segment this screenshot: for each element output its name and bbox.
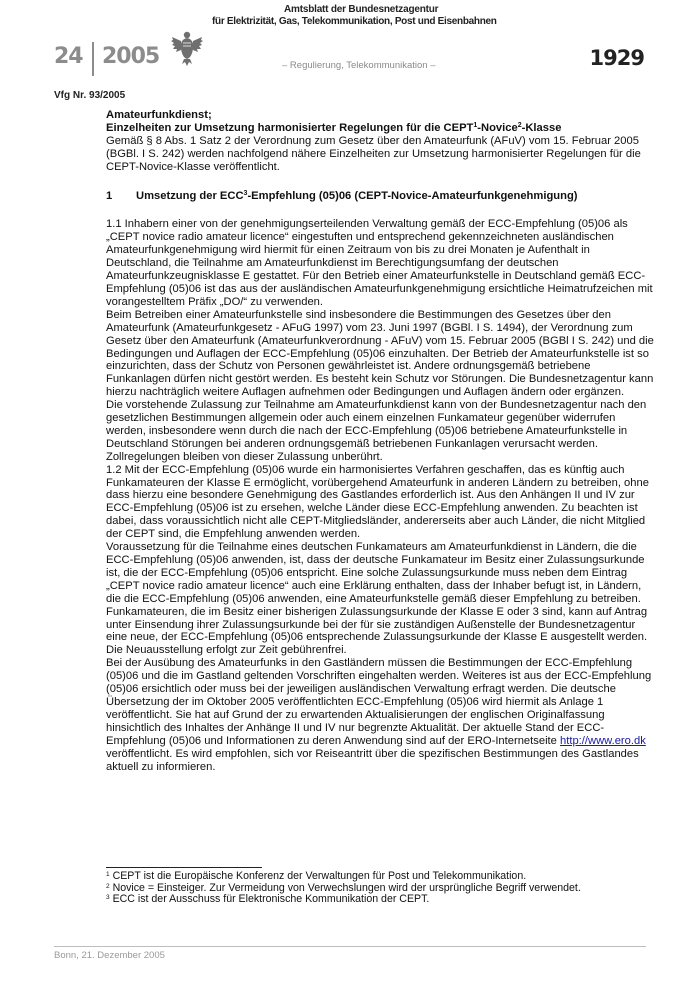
paragraph-revocation: Die vorstehende Zulassung zur Teilnahme am Amateurfunkdienst kann von der Bundesnetzagentur nach den gesetzlichen Bestimmungen allgemein oder auch einem einzelnen Funkamateur gegenüber widerrufen werden, insbesondere wenn durch die nach der ECC-Empfehlung (05)06 betriebene Amateurfunkstelle in Deutschland Störungen bei anderen ordnungsgemäß betriebenen Funkanlagen verursacht werden. Zollregelungen bleiben von dieser Zulassung unberührt. bbox=[106, 399, 647, 463]
paragraph-text-after-link: veröffentlicht. Es wird empfohlen, sich vor Reiseantritt über die spezifischen Bestimmungen des Gastlandes aktuell zu informieren. bbox=[106, 747, 639, 773]
footnotes bbox=[106, 871, 658, 906]
paragraph-operation-rules: Beim Betreiben einer Amateurfunkstelle sind insbesondere die Bestimmungen des Gesetzes über den Amateurfunk (Amateurfunkgesetz - AFuG 1997) vom 23. Juni 1997 (BGBl. I S. 1494), der Verordnung zum Gesetz über den Amateurfunk (Amateurfunkverordnung - AFuV) vom 15. Februar 2005 (BGBl I S. 242) und die Bedingungen und Auflagen der ECC-Empfehlung (05)06 einzuhalten. Der Betrieb der Amateurfunkstelle ist so einzurichten, dass der Schutz von Personen gewährleistet ist. Andere ordnungsgemäß betriebene Funkanlagen dürfen nicht gestört werden. Es besteht kein Schutz vor Störungen. Die Bundesnetzagentur kann hierzu nachträglich weitere Auflagen aufnehmen oder Bedingungen und Auflagen ändern oder ergänzen. bbox=[106, 308, 654, 399]
section-number: 1 bbox=[106, 189, 113, 202]
paragraph-1-2: 1.2 Mit der ECC-Empfehlung (05)06 wurde ein harmonisiertes Verfahren geschaffen, das es künftig auch Funkamateuren der Klasse E ermöglicht, vorübergehend Amateurfunk in anderen Ländern zu betreiben, ohne dass hierzu eine besondere Genehmigung des Gastlandes erforderlich ist. Aus den Anhängen II und IV zur ECC-Empfehlung (05)06 ist zu ersehen, welche Länder diese ECC-Empfehlung anwenden. Zu beachten ist dabei, dass voraussichtlich nicht alle CEPT-Mitgliedsländer, andererseits aber auch Länder, die nicht Mitglied der CEPT sind, die Empfehlung anwenden werden. bbox=[106, 463, 649, 541]
issue-number: 24 bbox=[54, 44, 83, 69]
footnote-text: CEPT ist die Europäische Konferenz der Verwaltungen für Post und Telekommunikation. bbox=[109, 870, 527, 882]
issue-mark bbox=[54, 44, 164, 76]
issue-year: 2005 bbox=[102, 44, 160, 69]
intro-paragraph: Gemäß § 8 Abs. 1 Satz 2 der Verordnung zum Gesetz über den Amateurfunk (AFuV) vom 15. Februar 2005 (BGBl. I S. 242) werden nachfolgend nähere Einzelheiten zur Umsetzung harmonisierter Regelungen für die CEPT-Novice-Klasse veröffentlicht. bbox=[106, 134, 641, 173]
title-line-1: Amateurfunkdienst; bbox=[106, 109, 212, 121]
title-text-a: Einzelheiten zur Umsetzung harmonisierter Regelungen für die CEPT bbox=[106, 121, 474, 134]
document-body bbox=[106, 109, 658, 773]
document-title bbox=[106, 109, 658, 135]
footer-date: Bonn, 21. Dezember 2005 bbox=[54, 950, 165, 961]
footnote-ref-2: 2 bbox=[517, 121, 522, 129]
section-title-a: Umsetzung der ECC bbox=[136, 189, 244, 202]
paragraph-host-countries bbox=[106, 657, 658, 773]
publisher-line-1: Amtsblatt der Bundesnetzagentur bbox=[284, 4, 439, 15]
footnote-mark: 2 bbox=[106, 882, 110, 890]
publisher-line-2: für Elektrizität, Gas, Telekommunikation, Post und Eisenbahnen bbox=[212, 16, 497, 27]
paragraph-text-before-link: Bei der Ausübung des Amateurfunks in den Gastländern müssen die Bestimmungen der ECC-Empfehlung (05)06 und die im Gastland geltenden Vorschriften eingehalten werden. Weiteres ist aus der ECC-Empfehlung (05)06 ersichtlich oder muss bei der jeweiligen ausländischen Verwaltung erfragt werden. Die deutsche Übersetzung der im Oktober 2005 veröffentlichten ECC-Empfehlung (05)06 wird hiermit als Anlage 1 veröffentlicht. Sie hat auf Grund der zu erwartenden Aktualisierungen der englischen Originalfassung hinsichtlich des Inhaltes der Anhänge II und IV nur begrenzte Aktualität. Der aktuelle Stand der ECC-Empfehlung (05)06 und Informationen zu deren Anwendung sind auf der ERO-Internetseite bbox=[106, 657, 652, 747]
section-title-b: -Empfehlung (05)06 (CEPT-Novice-Amateurfunkgenehmigung) bbox=[247, 189, 578, 202]
ero-website-link[interactable]: http://www.ero.dk bbox=[560, 734, 646, 747]
title-text-c: -Klasse bbox=[521, 121, 562, 134]
title-text-b: -Novice bbox=[477, 121, 518, 134]
section-heading bbox=[106, 190, 658, 203]
footnote-text: Novice = Einsteiger. Zur Vermeidung von Verwechslungen wird der ursprüngliche Begriff verwendet. bbox=[109, 881, 581, 894]
paragraph-requirements: Voraussetzung für die Teilnahme eines deutschen Funkamateurs am Amateurfunkdienst in Ländern, die die ECC-Empfehlung (05)06 anwenden, ist, dass der deutsche Funkamateur im Besitz einer Zulassungsurkunde ist, die der ECC-Empfehlung (05)06 entspricht. Eine solche Zulassungsurkunde muss neben dem Eintrag „CEPT novice radio amateur licence“ auch eine Erklärung enthalten, dass der Inhaber befugt ist, in Ländern, die die ECC-Empfehlung (05)06 anwenden, eine Amateurfunkstelle gemäß dieser Empfehlung zu betreiben. Funkamateuren, die im Besitz einer bisherigen Zulassungsurkunde der Klasse E oder 3 sind, kann auf Antrag unter Einsendung ihrer Zulassungsurkunde bei der für sie zuständigen Außenstelle der Bundesnetzagentur eine neue, der ECC-Empfehlung (05)06 entsprechende Zulassungsurkunde der Klasse E ausgestellt werden. Die Neuausstellung erfolgt zur Zeit gebührenfrei. bbox=[106, 541, 648, 657]
title-line-2 bbox=[106, 122, 658, 135]
footnote-text: ECC ist der Ausschuss für Elektronische Kommunikation der CEPT. bbox=[109, 893, 430, 906]
reference-number: Vfg Nr. 93/2005 bbox=[54, 90, 126, 101]
section-title bbox=[136, 190, 578, 203]
page-number: 1929 bbox=[589, 46, 644, 70]
footnote-mark: 1 bbox=[106, 871, 110, 878]
footnote-ref-1: 1 bbox=[473, 121, 478, 129]
section-label: – Regulierung, Telekommunikation – bbox=[282, 60, 436, 71]
issue-separator bbox=[92, 42, 94, 76]
footnote-3 bbox=[106, 894, 658, 906]
paragraph-1-1: 1.1 Inhabern einer von der genehmigungserteilenden Verwaltung gemäß der ECC-Empfehlung (05)06 als „CEPT novice radio amateur licence“ eingestuften und entsprechend gekennzeichneten ausländischen Amateurfunkgenehmigung wird hiermit für einen Zeitraum von bis zu drei Monaten je Aufenthalt in Deutschland, die Teilnahme am Amateurfunkdienst im Berechtigungsumfang der deutschen Amateurfunkzeugnisklasse E gestattet. Für den Betrieb einer Amateurfunkstelle in Deutschland gemäß ECC-Empfehlung (05)06 ist das aus der ausländischen Amateurfunkgenehmigung ersichtliche Heimatrufzeichen mit vorangestelltem Präfix „DO/“ zu verwenden. bbox=[106, 218, 653, 308]
footer-divider bbox=[54, 946, 646, 947]
footnote-ref-3: 3 bbox=[243, 189, 248, 197]
footnote-divider bbox=[106, 867, 262, 868]
federal-eagle-icon bbox=[170, 28, 204, 68]
footnote-mark: 3 bbox=[106, 894, 110, 902]
